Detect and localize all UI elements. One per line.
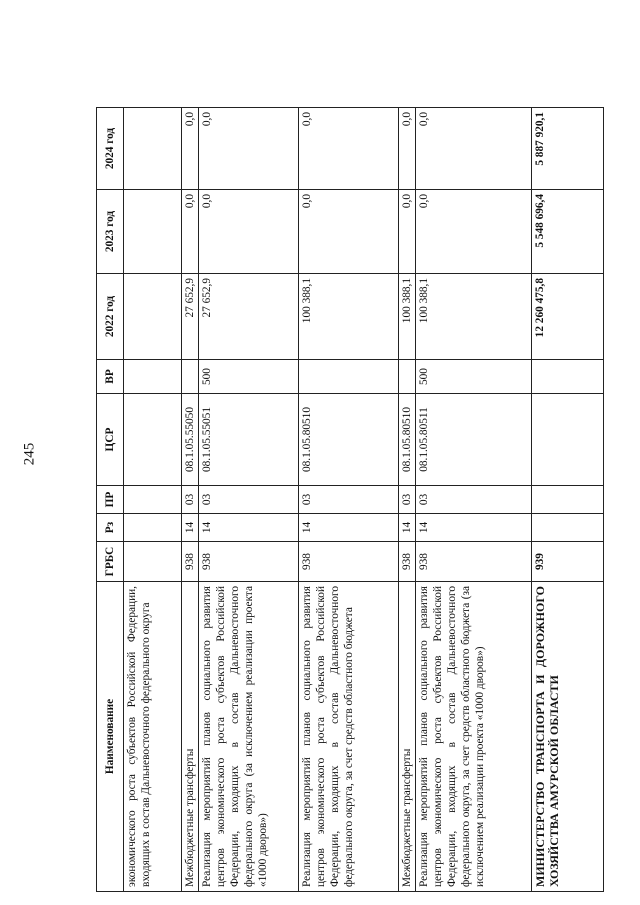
cell-name: МИНИСТЕРСТВО ТРАНСПОРТА И ДОРОЖНОГО ХОЗЯЙСТВА АМУРСКОЙ ОБЛАСТИ — [532, 582, 604, 892]
table-row — [416, 108, 532, 892]
cell-y2022: 100 388,1 — [299, 274, 399, 360]
cell-name: Межбюджетные трансферты — [182, 582, 199, 892]
cell-pr — [532, 486, 604, 514]
cell-grbs: 938 — [182, 542, 199, 582]
cell-y2022: 27 652,9 — [199, 274, 299, 360]
table-row — [399, 108, 416, 892]
cell-grbs: 938 — [299, 542, 399, 582]
cell-y2022: 27 652,9 — [182, 274, 199, 360]
cell-name: Реализация мероприятий планов социального развития центров экономического роста субъектов Российской Федерации, входящих в состав Дальневосточного федерального округа, за счет средств областного бюджета (за исключением реализации проекта «1000 дворов») — [416, 582, 532, 892]
page-number: 245 — [21, 442, 38, 466]
cell-y2024: 0,0 — [399, 108, 416, 190]
cell-y2024 — [124, 108, 182, 190]
cell-vr — [532, 360, 604, 394]
header-2023: 2023 год — [97, 190, 124, 274]
table-row — [299, 108, 399, 892]
cell-grbs: 939 — [532, 542, 604, 582]
table-row — [124, 108, 182, 892]
cell-rz — [124, 514, 182, 542]
cell-grbs: 938 — [416, 542, 532, 582]
header-2022: 2022 год — [97, 274, 124, 360]
cell-vr — [182, 360, 199, 394]
header-rz: Рз — [97, 514, 124, 542]
cell-y2024: 0,0 — [416, 108, 532, 190]
table-row — [532, 108, 604, 892]
header-pr: ПР — [97, 486, 124, 514]
cell-vr — [299, 360, 399, 394]
cell-y2022: 100 388,1 — [416, 274, 532, 360]
cell-rz: 14 — [299, 514, 399, 542]
rotated-budget-table — [96, 108, 602, 892]
cell-rz: 14 — [199, 514, 299, 542]
cell-name: Межбюджетные трансферты — [399, 582, 416, 892]
cell-name: Реализация мероприятий планов социального развития центров экономического роста субъектов Российской Федерации, входящих в состав Дальневосточного федерального округа (за исключением реализации проекта «1000 дворов») — [199, 582, 299, 892]
cell-y2024: 0,0 — [299, 108, 399, 190]
header-row — [97, 108, 124, 892]
cell-pr — [124, 486, 182, 514]
cell-pr: 03 — [416, 486, 532, 514]
cell-vr — [124, 360, 182, 394]
cell-pr: 03 — [399, 486, 416, 514]
cell-y2024: 5 887 920,1 — [532, 108, 604, 190]
cell-csr: 08.1.05.80510 — [299, 394, 399, 486]
header-grbs: ГРБС — [97, 542, 124, 582]
header-csr: ЦСР — [97, 394, 124, 486]
cell-vr: 500 — [199, 360, 299, 394]
header-2024: 2024 год — [97, 108, 124, 190]
cell-y2024: 0,0 — [199, 108, 299, 190]
cell-y2023: 0,0 — [399, 190, 416, 274]
cell-y2024: 0,0 — [182, 108, 199, 190]
cell-y2023 — [124, 190, 182, 274]
table-row — [199, 108, 299, 892]
header-vr: ВР — [97, 360, 124, 394]
cell-y2022: 100 388,1 — [399, 274, 416, 360]
cell-vr: 500 — [416, 360, 532, 394]
cell-pr: 03 — [199, 486, 299, 514]
cell-y2023: 0,0 — [182, 190, 199, 274]
cell-grbs — [124, 542, 182, 582]
cell-y2023: 5 548 696,4 — [532, 190, 604, 274]
cell-name: Реализация мероприятий планов социального развития центров экономического роста субъектов Российской Федерации, входящих в состав Дальневосточного федерального округа, за счет средств областного бюджета — [299, 582, 399, 892]
cell-csr: 08.1.05.80510 — [399, 394, 416, 486]
cell-csr: 08.1.05.80511 — [416, 394, 532, 486]
cell-rz: 14 — [182, 514, 199, 542]
cell-pr: 03 — [299, 486, 399, 514]
cell-grbs: 938 — [399, 542, 416, 582]
cell-csr: 08.1.05.55051 — [199, 394, 299, 486]
cell-rz: 14 — [416, 514, 532, 542]
table-row — [182, 108, 199, 892]
cell-csr: 08.1.05.55050 — [182, 394, 199, 486]
cell-name: экономического роста субъектов Российской Федерации, входящих в состав Дальневосточного федерального округа — [124, 582, 182, 892]
header-name: Наименование — [97, 582, 124, 892]
budget-table — [96, 107, 604, 892]
cell-rz: 14 — [399, 514, 416, 542]
cell-vr — [399, 360, 416, 394]
cell-y2023: 0,0 — [416, 190, 532, 274]
cell-y2022 — [124, 274, 182, 360]
cell-y2023: 0,0 — [199, 190, 299, 274]
cell-csr — [532, 394, 604, 486]
cell-grbs: 938 — [199, 542, 299, 582]
cell-rz — [532, 514, 604, 542]
cell-y2023: 0,0 — [299, 190, 399, 274]
cell-pr: 03 — [182, 486, 199, 514]
cell-csr — [124, 394, 182, 486]
cell-y2022: 12 260 475,8 — [532, 274, 604, 360]
